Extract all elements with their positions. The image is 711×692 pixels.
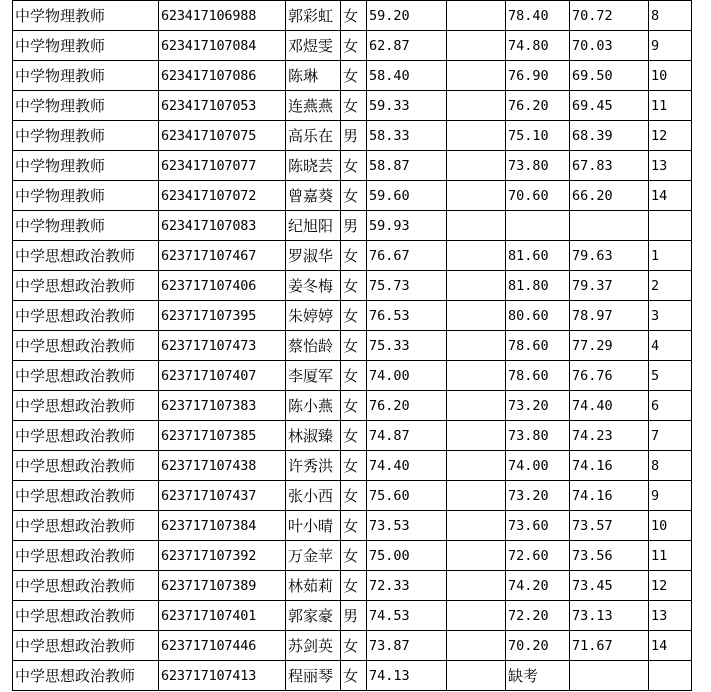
empty-cell — [447, 331, 506, 361]
gender-cell: 男 — [341, 601, 367, 631]
rank-cell: 14 — [649, 631, 692, 661]
total-score-cell: 71.67 — [570, 631, 649, 661]
rank-cell: 13 — [649, 151, 692, 181]
total-score-cell: 69.50 — [570, 61, 649, 91]
exam-number-cell: 623717107407 — [159, 361, 286, 391]
interview-score-cell: 73.60 — [506, 511, 570, 541]
rank-cell: 12 — [649, 571, 692, 601]
exam-number-cell: 623717107383 — [159, 391, 286, 421]
gender-cell: 女 — [341, 331, 367, 361]
gender-cell: 女 — [341, 391, 367, 421]
empty-cell — [447, 511, 506, 541]
exam-number-cell: 623417107084 — [159, 31, 286, 61]
total-score-cell: 78.97 — [570, 301, 649, 331]
written-score-cell: 72.33 — [367, 571, 447, 601]
written-score-cell: 75.73 — [367, 271, 447, 301]
empty-cell — [447, 541, 506, 571]
interview-score-cell: 74.20 — [506, 571, 570, 601]
exam-number-cell: 623417107072 — [159, 181, 286, 211]
written-score-cell: 59.33 — [367, 91, 447, 121]
candidate-name-cell: 苏剑英 — [286, 631, 341, 661]
table-row — [13, 481, 692, 511]
written-score-cell: 59.60 — [367, 181, 447, 211]
total-score-cell: 73.45 — [570, 571, 649, 601]
candidate-name-cell: 纪旭阳 — [286, 211, 341, 241]
table-row — [13, 451, 692, 481]
table-row — [13, 541, 692, 571]
position-cell: 中学思想政治教师 — [13, 241, 159, 271]
candidate-name-cell: 曾嘉葵 — [286, 181, 341, 211]
table-row — [13, 61, 692, 91]
empty-cell — [447, 91, 506, 121]
rank-cell: 12 — [649, 121, 692, 151]
exam-number-cell: 623417107086 — [159, 61, 286, 91]
interview-score-cell: 74.80 — [506, 31, 570, 61]
interview-score-cell: 78.60 — [506, 361, 570, 391]
written-score-cell: 73.87 — [367, 631, 447, 661]
table-row — [13, 181, 692, 211]
empty-cell — [447, 151, 506, 181]
written-score-cell: 58.33 — [367, 121, 447, 151]
table-row — [13, 121, 692, 151]
interview-score-cell: 73.80 — [506, 151, 570, 181]
table-row — [13, 331, 692, 361]
table-row — [13, 1, 692, 31]
gender-cell: 女 — [341, 511, 367, 541]
candidate-name-cell: 陈晓芸 — [286, 151, 341, 181]
interview-score-cell: 70.20 — [506, 631, 570, 661]
rank-cell: 4 — [649, 331, 692, 361]
gender-cell: 女 — [341, 31, 367, 61]
written-score-cell: 75.00 — [367, 541, 447, 571]
gender-cell: 女 — [341, 271, 367, 301]
gender-cell: 女 — [341, 91, 367, 121]
rank-cell — [649, 661, 692, 691]
exam-number-cell: 623717107385 — [159, 421, 286, 451]
rank-cell: 8 — [649, 451, 692, 481]
candidate-name-cell: 高乐在 — [286, 121, 341, 151]
position-cell: 中学思想政治教师 — [13, 481, 159, 511]
rank-cell: 14 — [649, 181, 692, 211]
rank-cell: 7 — [649, 421, 692, 451]
gender-cell: 女 — [341, 1, 367, 31]
rank-cell: 6 — [649, 391, 692, 421]
empty-cell — [447, 481, 506, 511]
exam-number-cell: 623717107384 — [159, 511, 286, 541]
total-score-cell: 69.45 — [570, 91, 649, 121]
results-table — [12, 0, 692, 691]
empty-cell — [447, 301, 506, 331]
exam-number-cell: 623417107053 — [159, 91, 286, 121]
exam-number-cell: 623717107437 — [159, 481, 286, 511]
table-row — [13, 241, 692, 271]
written-score-cell: 62.87 — [367, 31, 447, 61]
rank-cell: 3 — [649, 301, 692, 331]
empty-cell — [447, 31, 506, 61]
gender-cell: 女 — [341, 631, 367, 661]
interview-score-cell: 75.10 — [506, 121, 570, 151]
gender-cell: 男 — [341, 211, 367, 241]
interview-score-cell: 80.60 — [506, 301, 570, 331]
position-cell: 中学思想政治教师 — [13, 661, 159, 691]
total-score-cell: 74.16 — [570, 451, 649, 481]
candidate-name-cell: 郭家豪 — [286, 601, 341, 631]
total-score-cell — [570, 211, 649, 241]
empty-cell — [447, 631, 506, 661]
exam-number-cell: 623717107401 — [159, 601, 286, 631]
interview-score-cell: 76.20 — [506, 91, 570, 121]
written-score-cell: 76.53 — [367, 301, 447, 331]
total-score-cell: 73.57 — [570, 511, 649, 541]
gender-cell: 女 — [341, 571, 367, 601]
written-score-cell: 74.53 — [367, 601, 447, 631]
position-cell: 中学物理教师 — [13, 91, 159, 121]
interview-score-cell: 81.60 — [506, 241, 570, 271]
candidate-name-cell: 连燕燕 — [286, 91, 341, 121]
position-cell: 中学思想政治教师 — [13, 271, 159, 301]
exam-number-cell: 623417107077 — [159, 151, 286, 181]
candidate-name-cell: 许秀洪 — [286, 451, 341, 481]
written-score-cell: 75.60 — [367, 481, 447, 511]
position-cell: 中学物理教师 — [13, 1, 159, 31]
exam-number-cell: 623717107438 — [159, 451, 286, 481]
gender-cell: 男 — [341, 121, 367, 151]
rank-cell: 13 — [649, 601, 692, 631]
interview-score-cell: 72.60 — [506, 541, 570, 571]
gender-cell: 女 — [341, 451, 367, 481]
empty-cell — [447, 571, 506, 601]
exam-number-cell: 623717107395 — [159, 301, 286, 331]
table-row — [13, 661, 692, 691]
candidate-name-cell: 朱婷婷 — [286, 301, 341, 331]
candidate-name-cell: 罗淑华 — [286, 241, 341, 271]
gender-cell: 女 — [341, 61, 367, 91]
exam-number-cell: 623717107392 — [159, 541, 286, 571]
interview-score-cell: 81.80 — [506, 271, 570, 301]
table-row — [13, 211, 692, 241]
position-cell: 中学思想政治教师 — [13, 631, 159, 661]
interview-score-cell: 缺考 — [506, 661, 570, 691]
written-score-cell: 73.53 — [367, 511, 447, 541]
position-cell: 中学物理教师 — [13, 31, 159, 61]
position-cell: 中学物理教师 — [13, 151, 159, 181]
exam-number-cell: 623717107389 — [159, 571, 286, 601]
position-cell: 中学思想政治教师 — [13, 511, 159, 541]
written-score-cell: 74.40 — [367, 451, 447, 481]
written-score-cell: 74.00 — [367, 361, 447, 391]
position-cell: 中学思想政治教师 — [13, 451, 159, 481]
candidate-name-cell: 林茹莉 — [286, 571, 341, 601]
position-cell: 中学思想政治教师 — [13, 541, 159, 571]
written-score-cell: 59.20 — [367, 1, 447, 31]
total-score-cell: 79.63 — [570, 241, 649, 271]
gender-cell: 女 — [341, 361, 367, 391]
rank-cell: 8 — [649, 1, 692, 31]
empty-cell — [447, 451, 506, 481]
position-cell: 中学思想政治教师 — [13, 391, 159, 421]
position-cell: 中学思想政治教师 — [13, 421, 159, 451]
total-score-cell: 70.72 — [570, 1, 649, 31]
interview-score-cell — [506, 211, 570, 241]
gender-cell: 女 — [341, 421, 367, 451]
table-row — [13, 571, 692, 601]
table-row — [13, 31, 692, 61]
written-score-cell: 76.20 — [367, 391, 447, 421]
rank-cell: 11 — [649, 541, 692, 571]
exam-number-cell: 623717107473 — [159, 331, 286, 361]
table-row — [13, 511, 692, 541]
empty-cell — [447, 271, 506, 301]
table-row — [13, 91, 692, 121]
gender-cell: 女 — [341, 661, 367, 691]
interview-score-cell: 76.90 — [506, 61, 570, 91]
written-score-cell: 58.40 — [367, 61, 447, 91]
total-score-cell: 79.37 — [570, 271, 649, 301]
gender-cell: 女 — [341, 481, 367, 511]
position-cell: 中学思想政治教师 — [13, 331, 159, 361]
total-score-cell: 76.76 — [570, 361, 649, 391]
candidate-name-cell: 陈小燕 — [286, 391, 341, 421]
empty-cell — [447, 241, 506, 271]
interview-score-cell: 73.20 — [506, 481, 570, 511]
exam-number-cell: 623717107467 — [159, 241, 286, 271]
rank-cell: 1 — [649, 241, 692, 271]
table-row — [13, 631, 692, 661]
written-score-cell: 74.13 — [367, 661, 447, 691]
total-score-cell: 77.29 — [570, 331, 649, 361]
written-score-cell: 74.87 — [367, 421, 447, 451]
candidate-name-cell: 林淑臻 — [286, 421, 341, 451]
total-score-cell — [570, 661, 649, 691]
exam-number-cell: 623417106988 — [159, 1, 286, 31]
results-table-body — [13, 1, 692, 691]
empty-cell — [447, 121, 506, 151]
position-cell: 中学物理教师 — [13, 61, 159, 91]
empty-cell — [447, 421, 506, 451]
exam-number-cell: 623417107075 — [159, 121, 286, 151]
position-cell: 中学思想政治教师 — [13, 571, 159, 601]
written-score-cell: 59.93 — [367, 211, 447, 241]
total-score-cell: 66.20 — [570, 181, 649, 211]
rank-cell: 2 — [649, 271, 692, 301]
table-row — [13, 391, 692, 421]
total-score-cell: 73.13 — [570, 601, 649, 631]
table-row — [13, 421, 692, 451]
total-score-cell: 73.56 — [570, 541, 649, 571]
rank-cell: 10 — [649, 511, 692, 541]
total-score-cell: 68.39 — [570, 121, 649, 151]
candidate-name-cell: 郭彩虹 — [286, 1, 341, 31]
table-row — [13, 151, 692, 181]
candidate-name-cell: 陈琳 — [286, 61, 341, 91]
table-row — [13, 601, 692, 631]
total-score-cell: 74.16 — [570, 481, 649, 511]
rank-cell: 10 — [649, 61, 692, 91]
position-cell: 中学物理教师 — [13, 121, 159, 151]
rank-cell: 9 — [649, 31, 692, 61]
empty-cell — [447, 1, 506, 31]
candidate-name-cell: 邓煜雯 — [286, 31, 341, 61]
empty-cell — [447, 61, 506, 91]
rank-cell: 11 — [649, 91, 692, 121]
empty-cell — [447, 661, 506, 691]
candidate-name-cell: 张小西 — [286, 481, 341, 511]
candidate-name-cell: 叶小晴 — [286, 511, 341, 541]
position-cell: 中学物理教师 — [13, 211, 159, 241]
gender-cell: 女 — [341, 181, 367, 211]
empty-cell — [447, 181, 506, 211]
table-row — [13, 301, 692, 331]
rank-cell: 5 — [649, 361, 692, 391]
rank-cell — [649, 211, 692, 241]
candidate-name-cell: 万金苹 — [286, 541, 341, 571]
interview-score-cell: 73.20 — [506, 391, 570, 421]
exam-number-cell: 623717107446 — [159, 631, 286, 661]
interview-score-cell: 73.80 — [506, 421, 570, 451]
empty-cell — [447, 361, 506, 391]
candidate-name-cell: 姜冬梅 — [286, 271, 341, 301]
empty-cell — [447, 601, 506, 631]
table-row — [13, 271, 692, 301]
gender-cell: 女 — [341, 151, 367, 181]
gender-cell: 女 — [341, 241, 367, 271]
interview-score-cell: 72.20 — [506, 601, 570, 631]
empty-cell — [447, 391, 506, 421]
gender-cell: 女 — [341, 301, 367, 331]
exam-number-cell: 623717107406 — [159, 271, 286, 301]
position-cell: 中学思想政治教师 — [13, 301, 159, 331]
empty-cell — [447, 211, 506, 241]
rank-cell: 9 — [649, 481, 692, 511]
total-score-cell: 74.23 — [570, 421, 649, 451]
total-score-cell: 67.83 — [570, 151, 649, 181]
position-cell: 中学物理教师 — [13, 181, 159, 211]
interview-score-cell: 78.40 — [506, 1, 570, 31]
interview-score-cell: 74.00 — [506, 451, 570, 481]
position-cell: 中学思想政治教师 — [13, 601, 159, 631]
candidate-name-cell: 程丽琴 — [286, 661, 341, 691]
written-score-cell: 76.67 — [367, 241, 447, 271]
total-score-cell: 70.03 — [570, 31, 649, 61]
interview-score-cell: 70.60 — [506, 181, 570, 211]
candidate-name-cell: 李厦军 — [286, 361, 341, 391]
written-score-cell: 58.87 — [367, 151, 447, 181]
interview-score-cell: 78.60 — [506, 331, 570, 361]
exam-number-cell: 623417107083 — [159, 211, 286, 241]
candidate-name-cell: 蔡怡龄 — [286, 331, 341, 361]
exam-number-cell: 623717107413 — [159, 661, 286, 691]
gender-cell: 女 — [341, 541, 367, 571]
total-score-cell: 74.40 — [570, 391, 649, 421]
written-score-cell: 75.33 — [367, 331, 447, 361]
table-row — [13, 361, 692, 391]
position-cell: 中学思想政治教师 — [13, 361, 159, 391]
